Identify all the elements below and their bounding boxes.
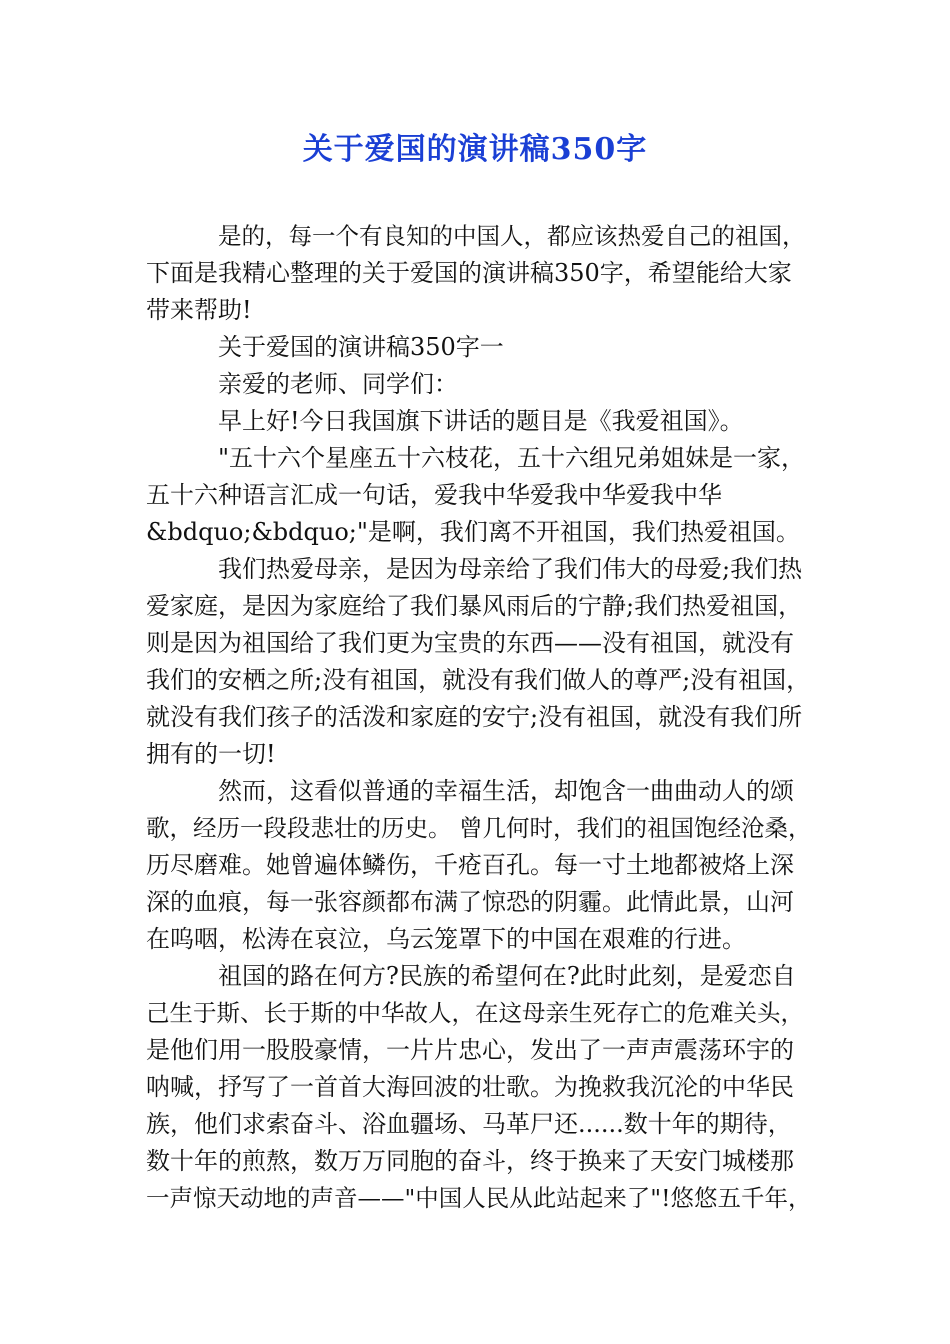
- text-line: 拥有的一切!: [146, 740, 276, 768]
- text-line: 数十年的煎熬，数万万同胞的奋斗，终于换来了天安门城楼那: [146, 1147, 794, 1175]
- text-line: 五十六种语言汇成一句话，爱我中华爱我中华爱我中华: [146, 481, 722, 509]
- text-line: &bdquo;&bdquo;"是啊，我们离不开祖国，我们热爱祖国。: [146, 518, 800, 546]
- text-line: 带来帮助!: [146, 296, 252, 324]
- text-line: 呐喊，抒写了一首首大海回波的壮歌。为挽救我沉沦的中华民: [146, 1073, 794, 1101]
- text-line: 在呜咽，松涛在哀泣，乌云笼罩下的中国在艰难的行进。: [146, 925, 746, 953]
- text-line: 己生于斯、长于斯的中华故人，在这母亲生死存亡的危难关头，: [146, 999, 804, 1027]
- document-body: [146, 218, 814, 1217]
- text-line: 然而，这看似普通的幸福生活，却饱含一曲曲动人的颂: [218, 777, 794, 805]
- text-line: 族，他们求索奋斗、浴血疆场、马革尸还......数十年的期待，: [146, 1110, 792, 1138]
- text-line: 我们的安栖之所;没有祖国，就没有我们做人的尊严;没有祖国，: [146, 666, 811, 694]
- text-line: 一声惊天动地的声音——"中国人民从此站起来了"!悠悠五千年，: [146, 1184, 812, 1212]
- text-line: 早上好!今日我国旗下讲话的题目是《我爱祖国》。: [218, 407, 744, 435]
- text-line: 深的血痕，每一张容颜都布满了惊恐的阴霾。此情此景，山河: [146, 888, 794, 916]
- text-line: 我们热爱母亲，是因为母亲给了我们伟大的母爱;我们热: [218, 555, 803, 583]
- text-line: "五十六个星座五十六枝花，五十六组兄弟姐妹是一家，: [218, 444, 806, 472]
- text-line: 是他们用一股股豪情，一片片忠心，发出了一声声震荡环宇的: [146, 1036, 794, 1064]
- text-line: 爱家庭，是因为家庭给了我们暴风雨后的宁静;我们热爱祖国，: [146, 592, 803, 620]
- text-line: 祖国的路在何方?民族的希望何在?此时此刻，是爱恋自: [218, 962, 796, 990]
- text-line: 关于爱国的演讲稿350字一: [218, 333, 504, 361]
- text-line: 历尽磨难。她曾遍体鳞伤，千疮百孔。每一寸土地都被烙上深: [146, 851, 794, 879]
- text-line: 就没有我们孩子的活泼和家庭的安宁;没有祖国，就没有我们所: [146, 703, 803, 731]
- document-title: 关于爱国的演讲稿350字: [302, 132, 648, 167]
- text-line: 是的，每一个有良知的中国人，都应该热爱自己的祖国，: [218, 222, 806, 250]
- text-line: 下面是我精心整理的关于爱国的演讲稿350字，希望能给大家: [146, 259, 792, 287]
- text-line: 亲爱的老师、同学们：: [218, 370, 458, 398]
- text-line: 则是因为祖国给了我们更为宝贵的东西——没有祖国，就没有: [146, 629, 794, 657]
- text-line: 歌，经历一段段悲壮的历史。 曾几何时，我们的祖国饱经沧桑，: [146, 814, 812, 842]
